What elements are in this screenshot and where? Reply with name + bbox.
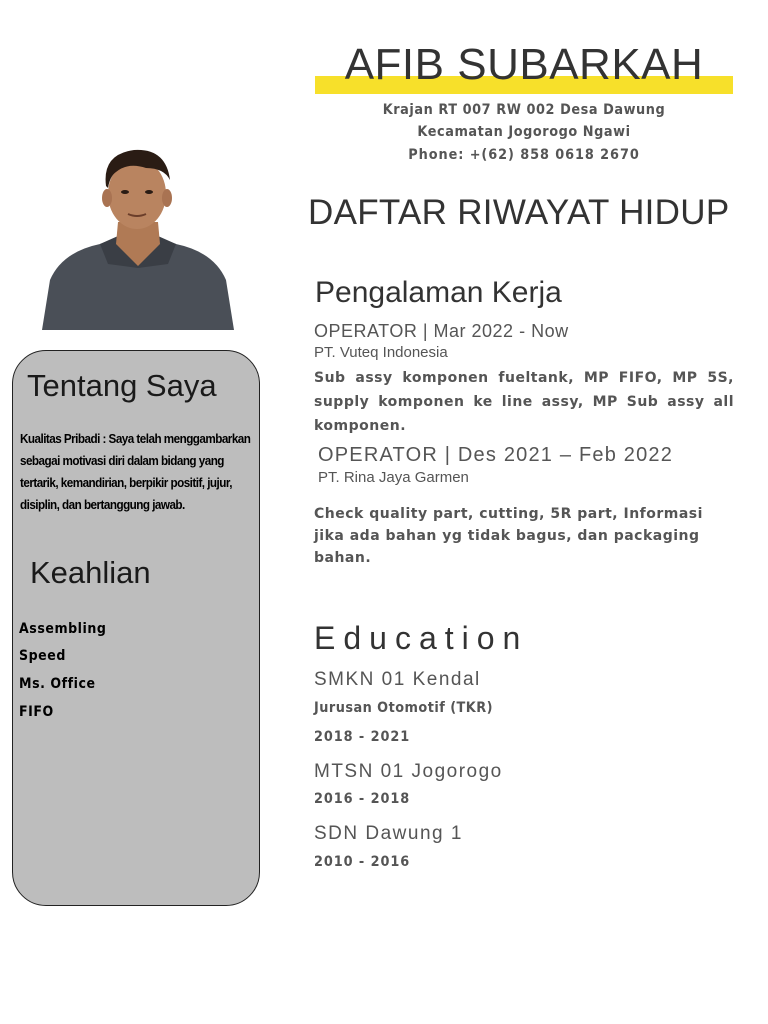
skill-item: Ms. Office: [19, 676, 96, 692]
address-text: Krajan RT 007 RW 002 Desa Dawung Kecamatan Jogorogo Ngawi: [382, 102, 666, 140]
school-years: 2010 - 2016: [314, 854, 411, 870]
job-company: PT. Rina Jaya Garmen: [318, 469, 469, 486]
job-company: PT. Vuteq Indonesia: [314, 344, 448, 361]
school-years: 2016 - 2018: [314, 791, 411, 807]
school-years: 2018 - 2021: [314, 729, 411, 745]
school-name: MTSN 01 Jogorogo: [314, 761, 503, 782]
school-major: Jurusan Otomotif (TKR): [314, 700, 493, 716]
resume-name: AFIB SUBARKAH: [344, 40, 704, 89]
experience-heading: Pengalaman Kerja: [315, 276, 562, 309]
school-name: SDN Dawung 1: [314, 823, 463, 844]
job-role: OPERATOR | Mar 2022 - Now: [314, 321, 569, 341]
document-title: DAFTAR RIWAYAT HIDUP: [308, 193, 730, 232]
job-role: OPERATOR | Des 2021 – Feb 2022: [318, 444, 674, 466]
phone-text: Phone: +(62) 858 0618 2670: [408, 147, 640, 163]
skill-item: FIFO: [19, 704, 54, 720]
job-description: Check quality part, cutting, 5R part, Informasi jika ada bahan yg tidak bagus, dan packaging bahan.: [314, 506, 703, 566]
skill-item: Assembling: [19, 621, 107, 637]
about-text: Kualitas Pribadi : Saya telah menggambarkan sebagai motivasi diri dalam bidang yang tertarik, kemandirian, berpikir positif, jujur, disiplin, dan bertanggung jawab.: [20, 431, 251, 512]
education-heading: Education: [314, 620, 529, 656]
skills-heading: Keahlian: [30, 555, 151, 590]
job-description: Sub assy komponen fueltank, MP FIFO, MP 5S, supply komponen ke line assy, MP Sub assy all komponen.: [314, 370, 734, 434]
school-name: SMKN 01 Kendal: [314, 669, 481, 690]
skill-item: Speed: [19, 648, 66, 664]
about-heading: Tentang Saya: [27, 368, 217, 403]
profile-photo: [42, 140, 234, 330]
